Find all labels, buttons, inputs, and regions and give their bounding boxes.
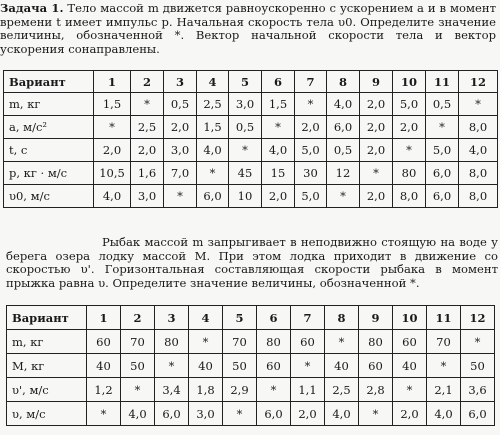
table-row [4, 185, 498, 208]
table-cell: 0,5 [229, 116, 262, 139]
table-cell: 2,0 [295, 116, 327, 139]
table-cell: 40 [393, 354, 427, 378]
table-cell: * [327, 185, 360, 208]
table-cell: 2,0 [360, 139, 393, 162]
variant-number: 2 [131, 71, 164, 93]
table-cell: 3,0 [164, 139, 197, 162]
variant-number: 8 [325, 306, 359, 330]
table-cell: 1,6 [131, 162, 164, 185]
table-cell: 6,0 [197, 185, 229, 208]
table-cell: 15 [262, 162, 295, 185]
table-cell: 2,0 [291, 402, 325, 426]
table-cell: 2,0 [94, 139, 131, 162]
table-row [7, 378, 495, 402]
table-cell: 40 [87, 354, 121, 378]
table-cell: * [87, 402, 121, 426]
table-cell: * [257, 378, 291, 402]
table-header-row [7, 306, 495, 330]
table-cell: * [393, 378, 427, 402]
table-cell: * [359, 402, 393, 426]
variant-number: 7 [295, 71, 327, 93]
table-cell: 60 [393, 330, 427, 354]
variant-number: 6 [257, 306, 291, 330]
table-cell: 70 [121, 330, 155, 354]
table-cell: 1,5 [262, 93, 295, 116]
table-cell: 5,0 [295, 139, 327, 162]
table-cell: 6,0 [426, 185, 459, 208]
table-row [7, 330, 495, 354]
table-cell: * [164, 185, 197, 208]
task2-table-body [7, 306, 495, 426]
variant-number: 6 [262, 71, 295, 93]
variant-header: Вариант [7, 306, 87, 330]
table-cell: 50 [461, 354, 495, 378]
table-cell: 6,0 [426, 162, 459, 185]
table-cell: 3,0 [189, 402, 223, 426]
table-cell: 5,0 [426, 139, 459, 162]
table-cell: 6,0 [257, 402, 291, 426]
variant-number: 11 [427, 306, 461, 330]
table-cell: 4,0 [459, 139, 498, 162]
quantity-label: m, кг [7, 330, 87, 354]
variant-number: 11 [426, 71, 459, 93]
quantity-label: υ, м/с [7, 402, 87, 426]
task1-statement [0, 2, 496, 56]
table-cell: 2,5 [197, 93, 229, 116]
table-cell: 12 [327, 162, 360, 185]
task1-text: Тело массой m движется равноускоренно с ускорением a и в момент времени t имеет импульс p. Начальная скорость тела υ0. Определите значение величины, обозначенной *. Вектор начальной скорости тела и вектор ускорения сонаправлены. [0, 1, 496, 56]
table-cell: * [426, 116, 459, 139]
table-cell: 40 [189, 354, 223, 378]
table-cell: 0,5 [327, 139, 360, 162]
table-cell: 4,0 [325, 402, 359, 426]
table-cell: * [461, 330, 495, 354]
table-cell: 10 [229, 185, 262, 208]
quantity-label: m, кг [4, 93, 94, 116]
variant-number: 9 [359, 306, 393, 330]
table-cell: 2,0 [393, 116, 426, 139]
table-cell: 0,5 [164, 93, 197, 116]
table-cell: 50 [223, 354, 257, 378]
table-cell: 2,5 [131, 116, 164, 139]
table-cell: 70 [427, 330, 461, 354]
variant-number: 9 [360, 71, 393, 93]
task1-table [3, 70, 498, 208]
table-cell: * [189, 330, 223, 354]
variant-number: 7 [291, 306, 325, 330]
table-cell: 60 [291, 330, 325, 354]
table-cell: * [131, 93, 164, 116]
table-cell: * [197, 162, 229, 185]
table-cell: * [229, 139, 262, 162]
table-cell: 60 [359, 354, 393, 378]
table-row [7, 402, 495, 426]
table-cell: 4,0 [262, 139, 295, 162]
task1-table-body [4, 71, 498, 208]
table-cell: 3,0 [131, 185, 164, 208]
table-cell: 4,0 [427, 402, 461, 426]
table-cell: * [427, 354, 461, 378]
table-cell: 0,5 [426, 93, 459, 116]
table-cell: * [459, 93, 498, 116]
table-cell: 2,0 [360, 185, 393, 208]
table-cell: 8,0 [459, 162, 498, 185]
table-cell: 2,0 [393, 402, 427, 426]
table-cell: 2,0 [360, 93, 393, 116]
table-cell: 8,0 [459, 185, 498, 208]
task2-statement: Рыбак массой m запрыгивает в неподвижно стоящую на воде у берега озера лодку массой M. При этом лодка приходит в движение со скоростью υ'. Горизонтальная составляющая скорости рыбака в момент прыжка равна υ. Определите значение величины, обозначенной *. [6, 235, 498, 290]
task2-table [6, 305, 495, 426]
table-cell: 70 [223, 330, 257, 354]
table-cell: 5,0 [393, 93, 426, 116]
table-cell: * [291, 354, 325, 378]
table-cell: 4,0 [197, 139, 229, 162]
table-cell: 80 [155, 330, 189, 354]
table-cell: * [360, 162, 393, 185]
table-cell: 1,5 [197, 116, 229, 139]
table-cell: * [155, 354, 189, 378]
quantity-label: t, с [4, 139, 94, 162]
variant-number: 5 [229, 71, 262, 93]
table-cell: 4,0 [121, 402, 155, 426]
table-cell: * [94, 116, 131, 139]
table-cell: 2,1 [427, 378, 461, 402]
table-cell: 3,6 [461, 378, 495, 402]
quantity-label: υ', м/с [7, 378, 87, 402]
variant-number: 1 [87, 306, 121, 330]
table-cell: 10,5 [94, 162, 131, 185]
quantity-label: M, кг [7, 354, 87, 378]
table-cell: * [393, 139, 426, 162]
variant-number: 2 [121, 306, 155, 330]
table-row [4, 116, 498, 139]
table-row [4, 162, 498, 185]
table-cell: 3,0 [229, 93, 262, 116]
table-cell: 1,2 [87, 378, 121, 402]
variant-number: 12 [459, 71, 498, 93]
quantity-label: υ0, м/с [4, 185, 94, 208]
table-cell: 50 [121, 354, 155, 378]
table-cell: 2,5 [325, 378, 359, 402]
table-row [4, 139, 498, 162]
quantity-label: a, м/с² [4, 116, 94, 139]
table-cell: 40 [325, 354, 359, 378]
variant-number: 5 [223, 306, 257, 330]
variant-number: 10 [393, 71, 426, 93]
table-cell: 6,0 [155, 402, 189, 426]
table-cell: 4,0 [327, 93, 360, 116]
table-cell: 1,8 [189, 378, 223, 402]
table-cell: 80 [393, 162, 426, 185]
table-cell: 7,0 [164, 162, 197, 185]
variant-number: 3 [155, 306, 189, 330]
table-header-row [4, 71, 498, 93]
table-cell: 8,0 [459, 116, 498, 139]
table-cell: 6,0 [327, 116, 360, 139]
table-cell: 2,9 [223, 378, 257, 402]
table-cell: 30 [295, 162, 327, 185]
variant-number: 4 [197, 71, 229, 93]
variant-number: 8 [327, 71, 360, 93]
table-cell: 2,8 [359, 378, 393, 402]
task1-label: Задача 1. [0, 1, 64, 15]
variant-header: Вариант [4, 71, 94, 93]
variant-number: 4 [189, 306, 223, 330]
variant-number: 10 [393, 306, 427, 330]
table-cell: * [295, 93, 327, 116]
table-row [4, 93, 498, 116]
table-cell: 1,1 [291, 378, 325, 402]
table-cell: 2,0 [360, 116, 393, 139]
table-cell: 2,0 [262, 185, 295, 208]
variant-number: 3 [164, 71, 197, 93]
table-cell: 1,5 [94, 93, 131, 116]
table-row [7, 354, 495, 378]
table-cell: 80 [359, 330, 393, 354]
table-cell: 60 [87, 330, 121, 354]
quantity-label: p, кг · м/с [4, 162, 94, 185]
table-cell: 2,0 [131, 139, 164, 162]
table-cell: * [223, 402, 257, 426]
table-cell: 80 [257, 330, 291, 354]
table-cell: * [121, 378, 155, 402]
table-cell: 45 [229, 162, 262, 185]
table-cell: * [325, 330, 359, 354]
table-cell: 2,0 [164, 116, 197, 139]
table-cell: 60 [257, 354, 291, 378]
table-cell: 8,0 [393, 185, 426, 208]
table-cell: 6,0 [461, 402, 495, 426]
table-cell: 5,0 [295, 185, 327, 208]
variant-number: 12 [461, 306, 495, 330]
variant-number: 1 [94, 71, 131, 93]
table-cell: 4,0 [94, 185, 131, 208]
table-cell: * [262, 116, 295, 139]
table-cell: 3,4 [155, 378, 189, 402]
